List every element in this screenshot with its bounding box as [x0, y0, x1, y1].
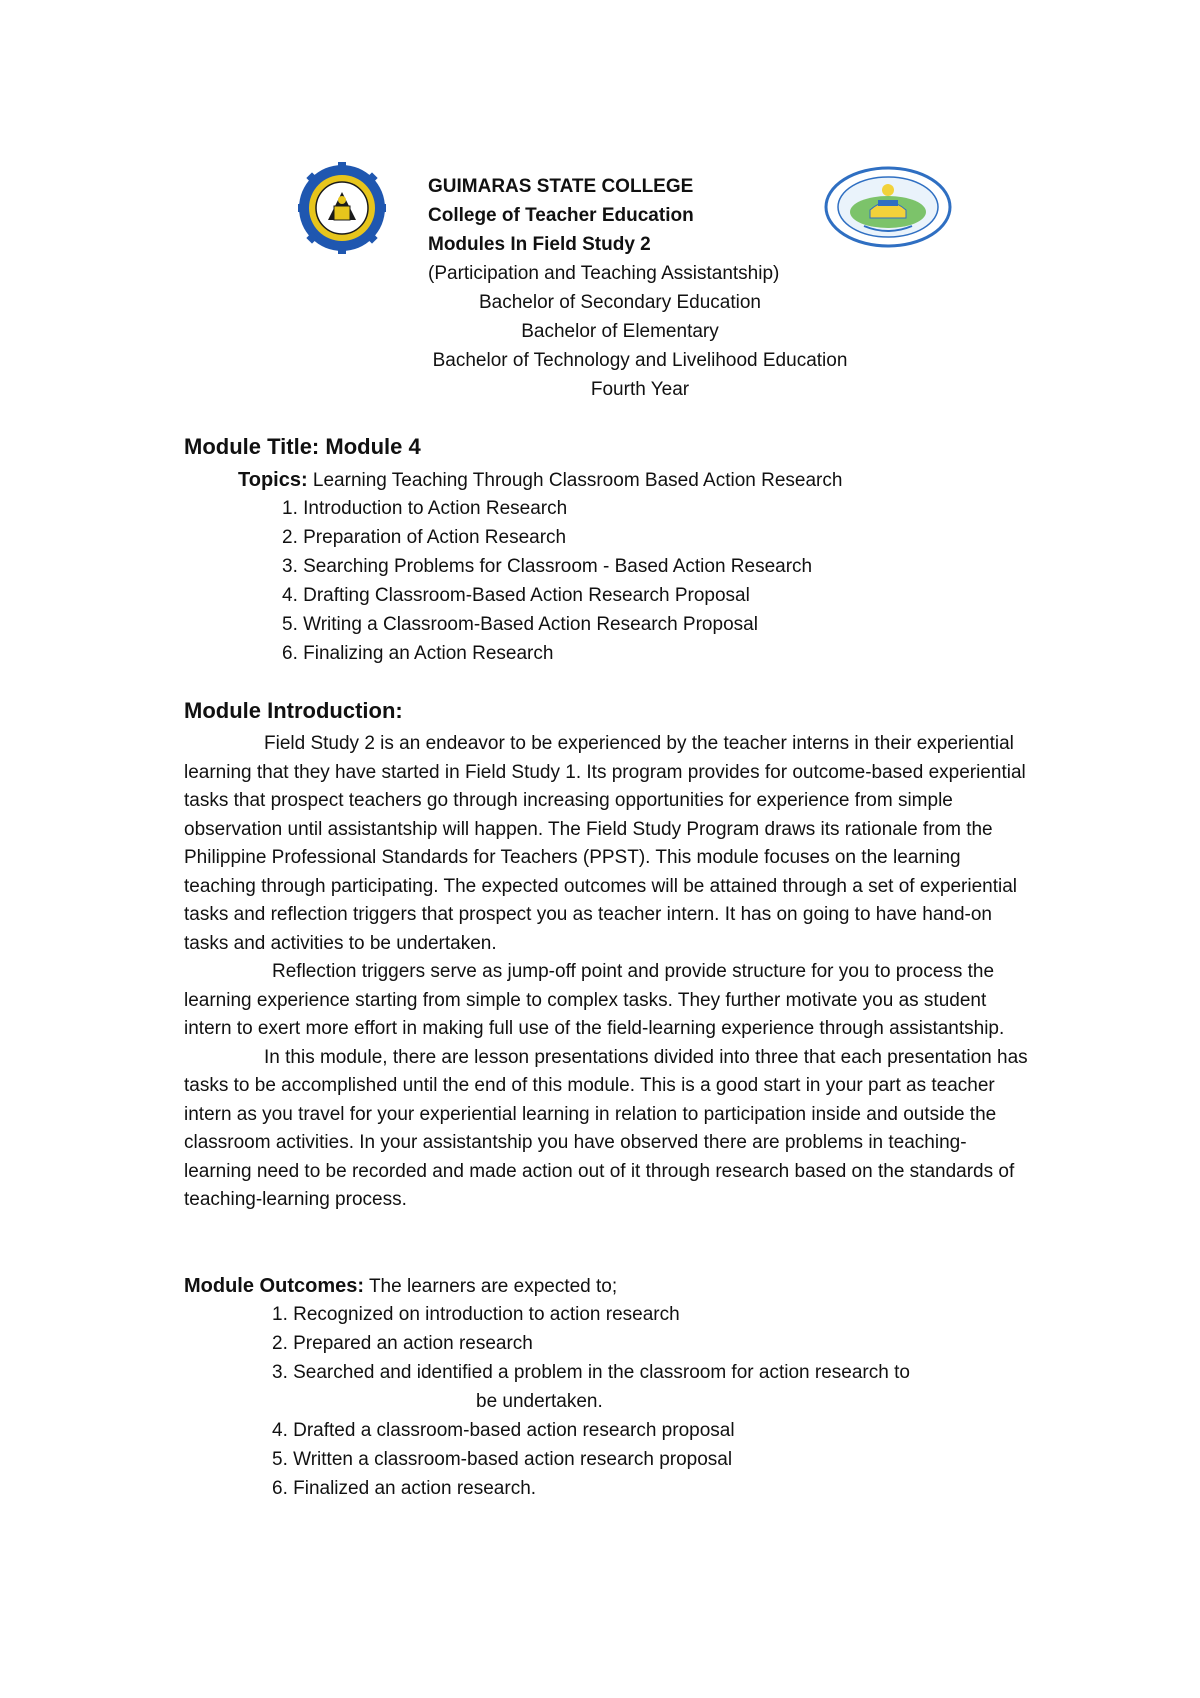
outcome-item: 4. Drafted a classroom-based action research proposal: [272, 1420, 735, 1441]
college-of-teacher-education-logo: [824, 166, 952, 248]
introduction-body: [184, 730, 1034, 1215]
introduction-paragraph: Field Study 2 is an endeavor to be experienced by the teacher interns in their experiential learning that they have started in Field Study 1. Its program provides for outcome-based experiential tasks that prospect teachers go through increasing opportunities for experience from simple observation until assistantship will happen. The Field Study Program draws its rationale from the Philippine Professional Standards for Teachers (PPST). This module focuses on the learning teaching through participating. The expected outcomes will be attained through a set of experiential tasks and reflection triggers that prospect you as teacher intern. It has on going to have hand-on tasks and activities to be undertaken.: [184, 733, 1026, 954]
introduction-paragraph: Reflection triggers serve as jump-off point and provide structure for you to process the learning experience starting from simple to complex tasks. They further motivate you as student intern to exert more effort in making full use of the field-learning experience through assistantship.: [184, 961, 1005, 1039]
outcome-item: 1. Recognized on introduction to action research: [272, 1304, 680, 1325]
topics-label: Topics:: [238, 469, 308, 491]
topic-item: 1. Introduction to Action Research: [282, 498, 568, 519]
topics-line: [238, 466, 842, 494]
module-title: Module Title: Module 4: [184, 434, 421, 459]
introduction-heading: Module Introduction:: [184, 698, 403, 723]
outcomes-line: [184, 1272, 617, 1300]
outcome-item: 5. Written a classroom-based action research proposal: [272, 1449, 733, 1470]
topic-item: 4. Drafting Classroom-Based Action Research Proposal: [282, 585, 750, 606]
topic-item: 6. Finalizing an Action Research: [282, 643, 554, 664]
outcome-item-continuation: be undertaken.: [476, 1391, 603, 1412]
topic-item: 5. Writing a Classroom-Based Action Research Proposal: [282, 614, 758, 635]
module-series-title: Modules In Field Study 2: [428, 234, 651, 255]
topics-text: Learning Teaching Through Classroom Based Action Research: [312, 470, 843, 491]
outcomes-lead: The learners are expected to;: [368, 1276, 618, 1297]
college-name: College of Teacher Education: [428, 205, 694, 226]
topic-item: 2. Preparation of Action Research: [282, 527, 567, 548]
topic-item: 3. Searching Problems for Classroom - Based Action Research: [282, 556, 813, 577]
program-line: Bachelor of Secondary Education: [478, 292, 761, 313]
outcome-item: 3. Searched and identified a problem in the classroom for action research to: [272, 1362, 910, 1383]
outcomes-heading: Module Outcomes:: [184, 1275, 365, 1297]
outcome-item: 2. Prepared an action research: [272, 1333, 533, 1354]
year-level: Fourth Year: [590, 379, 690, 400]
module-subtitle: (Participation and Teaching Assistantship): [428, 263, 780, 284]
program-line: Bachelor of Elementary: [521, 321, 719, 342]
institution-name: GUIMARAS STATE COLLEGE: [428, 176, 694, 197]
introduction-paragraph: In this module, there are lesson presentations divided into three that each presentation has tasks to be accomplished until the end of this module. This is a good start in your part as teacher intern as you travel for your experiential learning in relation to participation inside and outside the classroom activities. In your assistantship you have observed there are problems in teaching-learning need to be recorded and made action out of it through research based on the standards of teaching-learning process.: [184, 1046, 1028, 1210]
program-line: Bachelor of Technology and Livelihood Education: [432, 350, 848, 371]
outcome-item: 6. Finalized an action research.: [272, 1478, 537, 1499]
guimaras-state-college-logo: [298, 162, 386, 254]
